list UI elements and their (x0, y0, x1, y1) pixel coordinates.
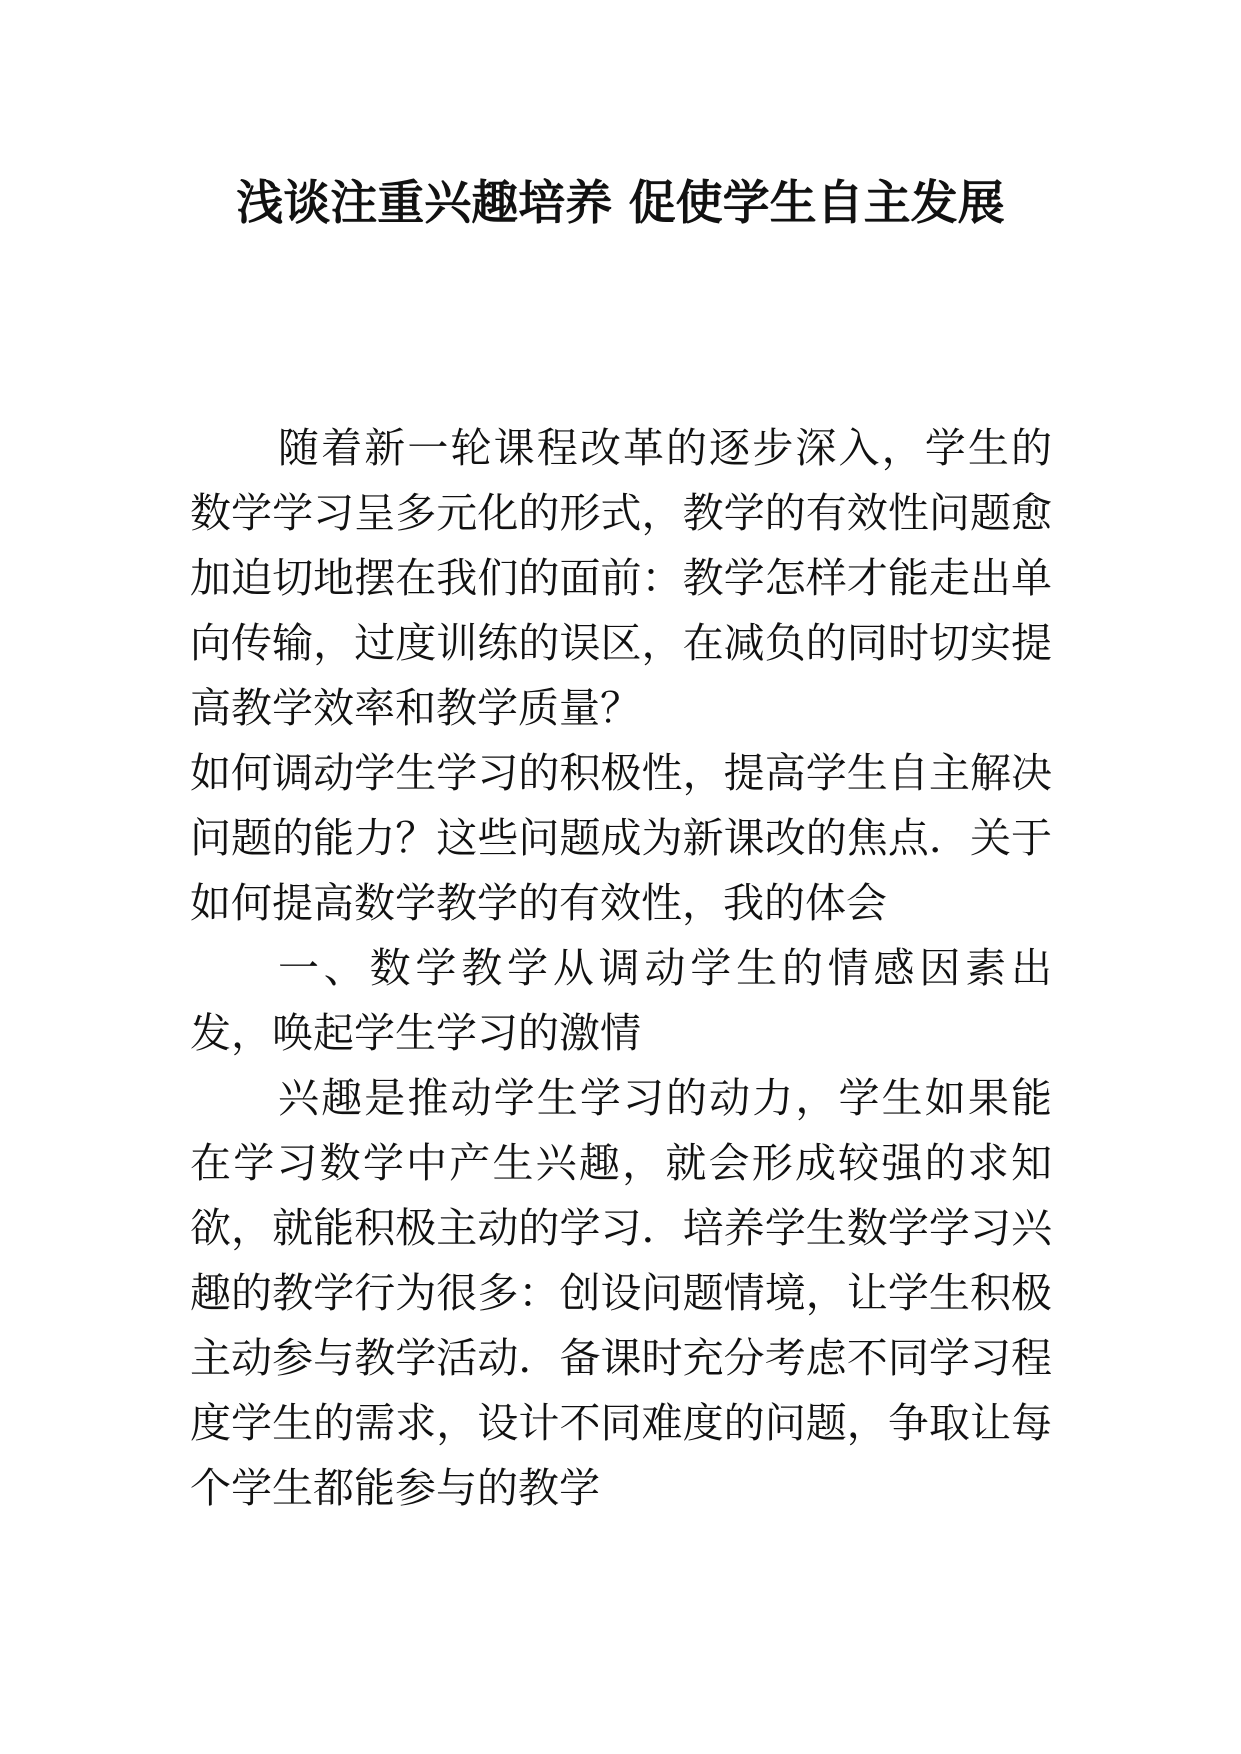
document-body (190, 416, 1052, 1521)
paragraph-question: 如何调动学生学习的积极性，提高学生自主解决问题的能力？这些问题成为新课改的焦点．关于如何提高数学教学的有效性，我的体会 (190, 749, 1052, 927)
document-title: 浅谈注重兴趣培养 促使学生自主发展 (236, 176, 1005, 231)
paragraph-interest: 兴趣是推动学生学习的动力，学生如果能在学习数学中产生兴趣，就会形成较强的求知欲，就能积极主动的学习．培养学生数学学习兴趣的教学行为很多：创设问题情境，让学生积极主动参与教学活动．备课时充分考虑不同学习程度学生的需求，设计不同难度的问题，争取让每个学生都能参与的教学 (190, 1074, 1052, 1512)
paragraph-intro: 随着新一轮课程改革的逐步深入，学生的数学学习呈多元化的形式，教学的有效性问题愈加迫切地摆在我们的面前：教学怎样才能走出单向传输，过度训练的误区，在减负的同时切实提高教学效率和教学质量？ (190, 424, 1052, 732)
section-heading-1: 一、数学教学从调动学生的情感因素出发，唤起学生学习的激情 (190, 944, 1052, 1057)
